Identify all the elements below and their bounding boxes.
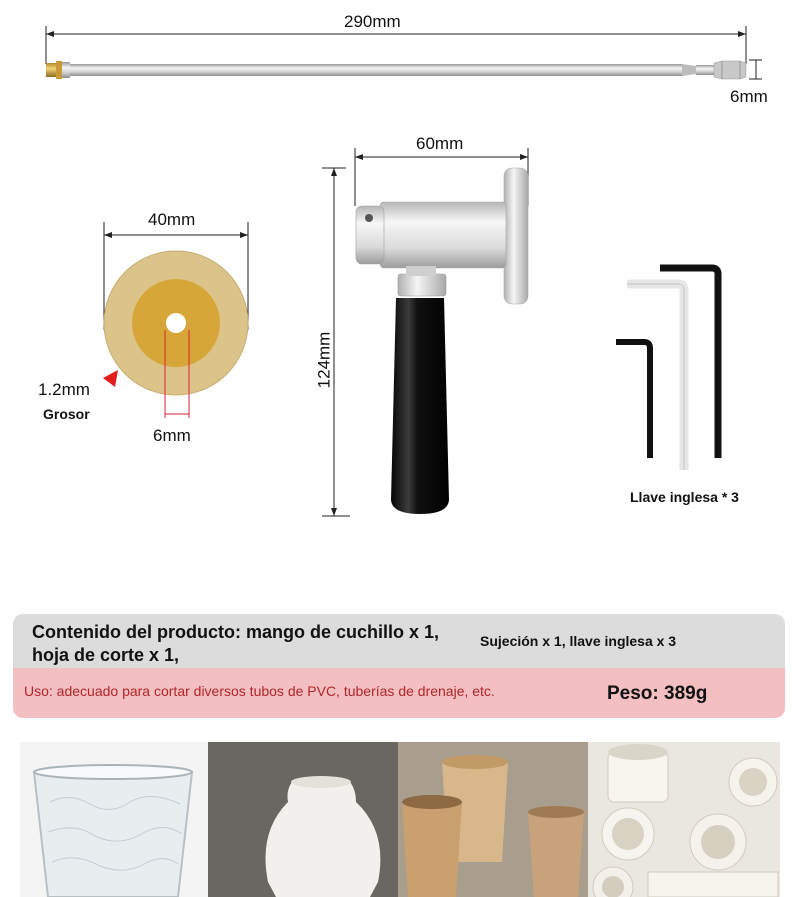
thickness-arrow-icon xyxy=(103,370,118,387)
hex-wrench-set xyxy=(616,268,718,470)
thickness-caption: Grosor xyxy=(43,406,90,422)
wrench-label: Llave inglesa * 3 xyxy=(630,489,739,505)
contents-line-1: Contenido del producto: mango de cuchillo x 1, xyxy=(32,622,440,642)
ceramic-vase-photo xyxy=(208,742,398,897)
disc-thickness-label: 1.2mm xyxy=(38,380,90,399)
handle-height-label: 124mm xyxy=(314,331,334,389)
contents-line-2: hoja de corte x 1, xyxy=(32,645,180,665)
usage-text: Uso: adecuado para cortar diversos tubos de PVC, tuberías de drenaje, etc. xyxy=(24,683,495,699)
wooden-cups-photo xyxy=(398,742,588,897)
handle-width-label: 60mm xyxy=(416,134,464,153)
rod-length-label: 290mm xyxy=(344,12,401,31)
disc-hole-label: 6mm xyxy=(153,426,191,445)
disc-diameter-label: 40mm xyxy=(148,210,196,229)
rod-diameter-dimension xyxy=(749,60,762,79)
glass-cup-photo xyxy=(20,742,208,897)
contents-extra: Sujeción x 1, llave inglesa x 3 xyxy=(480,633,677,649)
rod-diameter-label: 6mm xyxy=(730,87,768,106)
pvc-pipes-photo xyxy=(588,742,780,897)
cutting-disc xyxy=(104,251,248,395)
knife-handle xyxy=(356,168,528,514)
weight-text: Peso: 389g xyxy=(607,683,708,704)
extension-rod xyxy=(46,61,746,79)
handle-width-dimension xyxy=(355,148,528,206)
